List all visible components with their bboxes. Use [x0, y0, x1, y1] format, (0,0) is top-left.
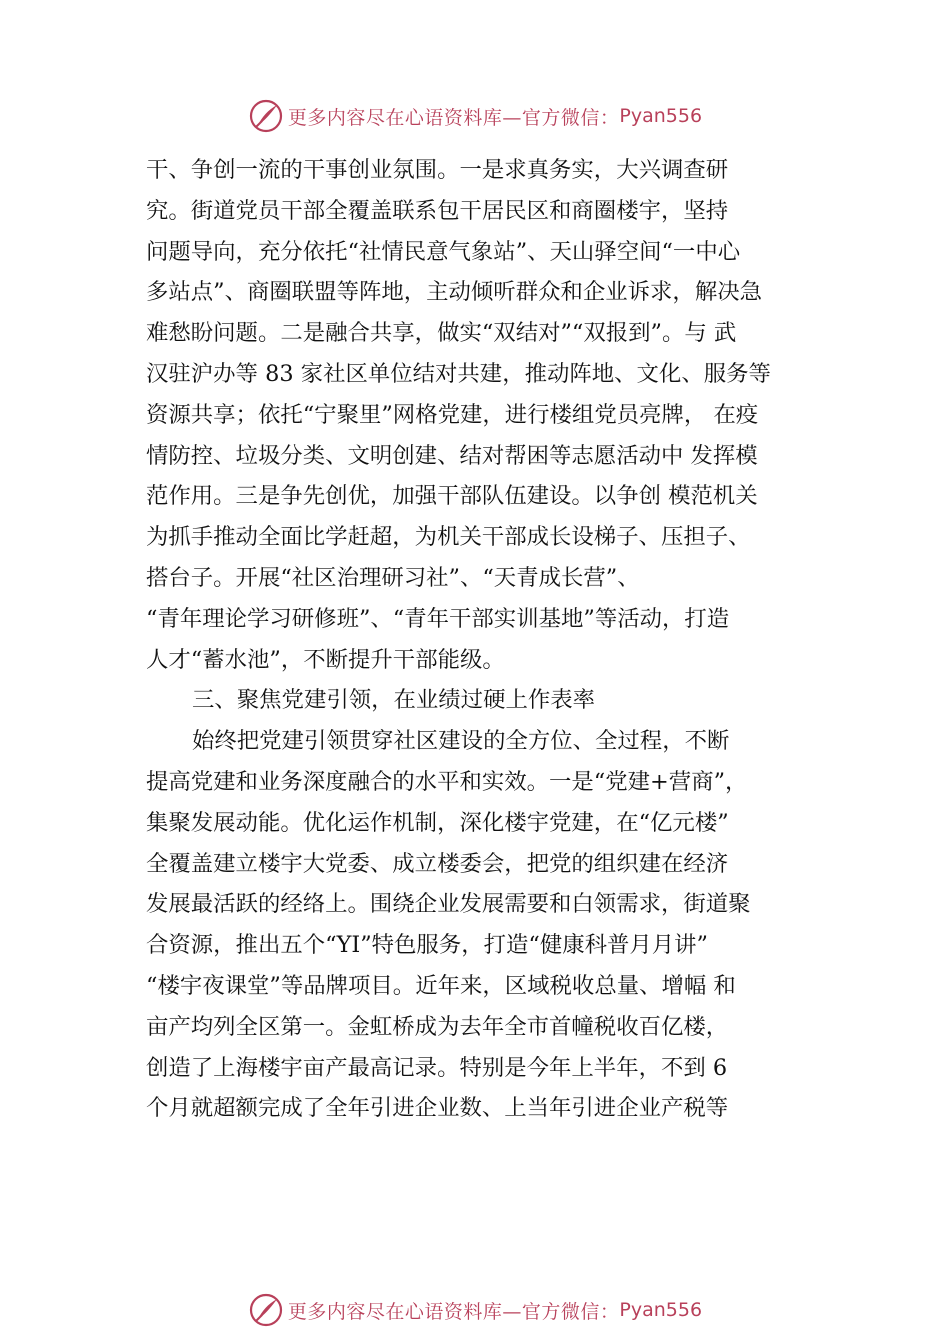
- quill-logo-icon: [248, 98, 284, 134]
- text-line: 究。街道党员干部全覆盖联系包干居民区和商圈楼宇，坚持: [146, 197, 729, 224]
- footer-banner: [0, 1290, 950, 1330]
- text-line: 干、争创一流的干事创业氛围。一是求真务实，大兴调查研: [146, 157, 729, 183]
- quill-logo-icon: [248, 1292, 284, 1328]
- banner-wechat-id: Pyan556: [619, 105, 703, 127]
- text-line: 提高党建和业务深度融合的水平和实效。一是“党建+营商”，: [146, 768, 748, 795]
- text-line: 集聚发展动能。优化运作机制，深化楼宇党建，在“亿元楼”: [146, 809, 729, 836]
- text-line: 资源共享；依托“宁聚里”网格党建，进行楼组党员亮牌， 在疫: [146, 401, 759, 428]
- text-line: 合资源，推出五个“YI”特色服务，打造“健康科普月月讲”: [146, 932, 709, 959]
- header-banner: [0, 96, 950, 136]
- text-line: “楼宇夜课堂”等品牌项目。近年来，区域税收总量、增幅 和: [146, 972, 736, 999]
- text-line: 全覆盖建立楼宇大党委、成立楼委会，把党的组织建在经济: [146, 850, 729, 877]
- text-line: 搭台子。开展“社区治理研习社”、“天青成长营”、: [146, 564, 640, 591]
- text-line: 汉驻沪办等 83 家社区单位结对共建，推动阵地、文化、服务等: [146, 360, 771, 387]
- text-line: 人才“蓄水池”，不断提升干部能级。: [146, 646, 505, 673]
- text-line: 个月就超额完成了全年引进企业数、上当年引进企业产税等: [146, 1095, 729, 1122]
- document-body: [146, 150, 836, 1129]
- banner-text: 更多内容尽在心语资料库—官方微信：: [287, 1300, 620, 1323]
- text-line: 情防控、垃圾分类、文明创建、结对帮困等志愿活动中 发挥模: [146, 442, 758, 469]
- text-line: 多站点”、商圈联盟等阵地，主动倾听群众和企业诉求，解决急: [146, 279, 762, 306]
- text-line: 问题导向，充分依托“社情民意气象站”、天山驿空间“一中心: [146, 238, 741, 265]
- text-line: 亩产均列全区第一。金虹桥成为去年全市首幢税收百亿楼，: [146, 1013, 729, 1040]
- text-line: 创造了上海楼宇亩产最高记录。特别是今年上半年，不到 6: [146, 1054, 728, 1081]
- text-line: “青年理论学习研修班”、“青年干部实训基地”等活动，打造: [146, 605, 730, 632]
- banner-wechat-id: Pyan556: [619, 1299, 703, 1321]
- banner-text: 更多内容尽在心语资料库—官方微信：: [287, 106, 620, 129]
- text-line: 发展最活跃的经络上。围绕企业发展需要和白领需求，街道聚: [146, 891, 751, 918]
- text-line: 范作用。三是争先创优，加强干部队伍建设。以争创 模范机关: [146, 483, 758, 510]
- section-heading: 三、聚焦党建引领，在业绩过硬上作表率: [192, 687, 596, 714]
- text-line: 为抓手推动全面比学赶超，为机关干部成长设梯子、压担子、: [146, 524, 751, 551]
- text-line: 难愁盼问题。二是融合共享，做实“双结对”“双报到”。与 武: [146, 320, 737, 347]
- text-line: 始终把党建引领贯穿社区建设的全方位、全过程，不断: [192, 728, 730, 755]
